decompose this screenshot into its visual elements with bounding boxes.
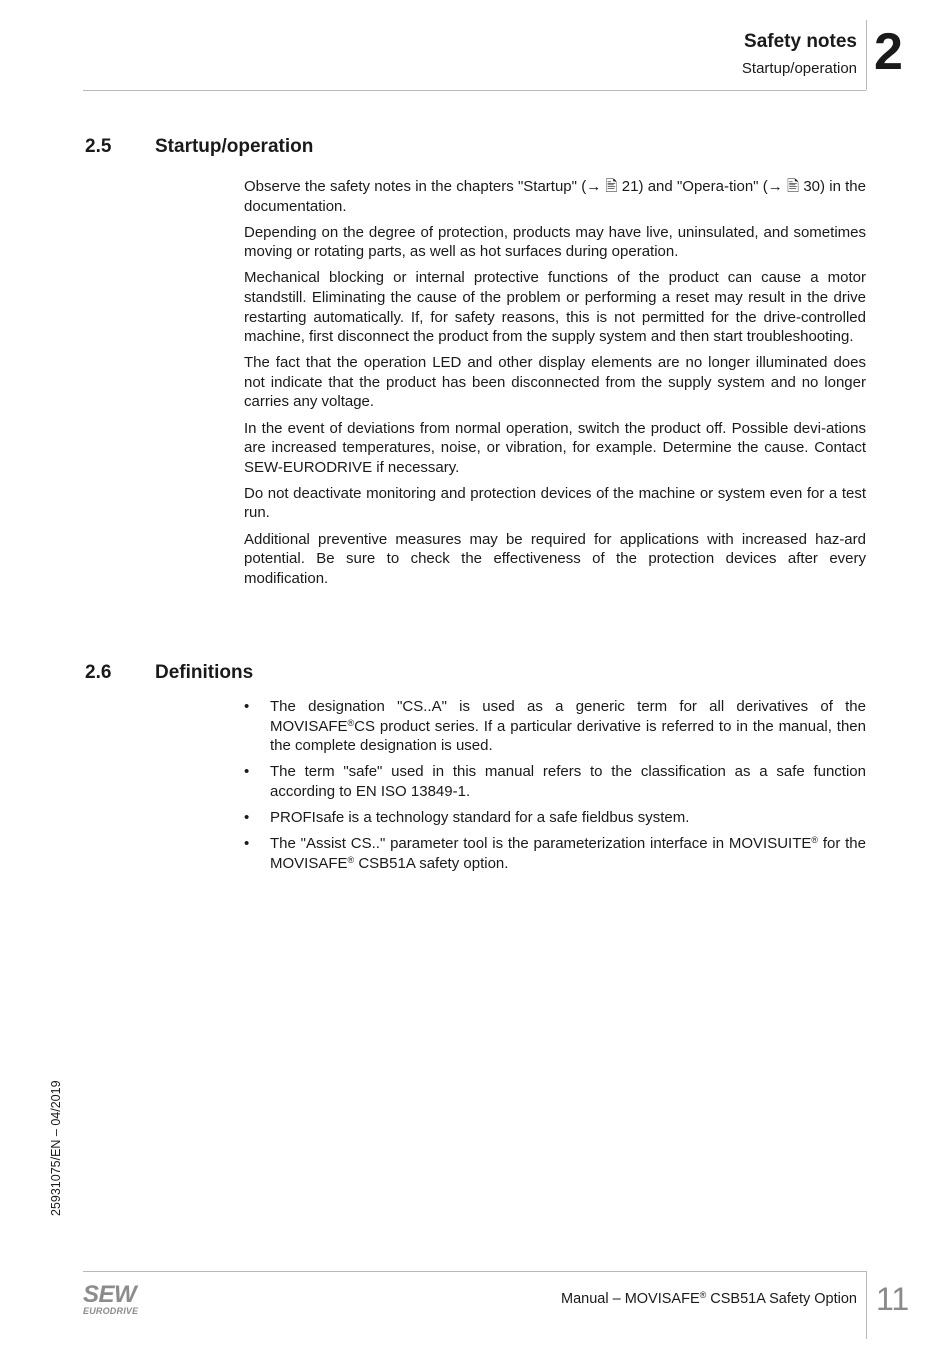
manual-title: Manual – MOVISAFE® CSB51A Safety Option	[561, 1290, 857, 1307]
list-item-text: The term "safe" used in this manual refers to the classification as a safe function according to EN ISO 13849-1.	[270, 763, 866, 800]
list-item-text: The "Assist CS.." parameter tool is the parameterization interface in MOVISUITE® for the MOVISAFE® CSB51A safety option.	[270, 835, 866, 872]
section-title-definitions: Definitions	[155, 662, 254, 683]
header-vertical-rule	[866, 20, 867, 90]
footer-rule	[83, 1271, 866, 1272]
sew-eurodrive-logo: SEW EURODRIVE	[83, 1281, 139, 1316]
chapter-title: Safety notes	[744, 31, 857, 52]
section-number-2-6: 2.6	[85, 662, 112, 683]
bullet-icon: •	[244, 698, 250, 715]
header-rule	[83, 90, 866, 91]
paragraph: The fact that the operation LED and other display elements are no longer illuminated does not indicate that the product has been disconnected from the supply system and no longer carries any voltage.	[244, 354, 866, 411]
section-number-2-5: 2.5	[85, 136, 112, 157]
section-running-title: Startup/operation	[741, 60, 857, 77]
chapter-number: 2	[874, 23, 903, 81]
list-item-text: PROFIsafe is a technology standard for a safe fieldbus system.	[270, 808, 690, 826]
paragraph: Mechanical blocking or internal protective functions of the product can cause a motor standstill. Eliminating the cause of the problem or performing a reset may result in the drive restarting automatically. If, for safety reasons, this is not permitted for the drive-controlled machine, first disconnect the product from the supply system and then start troubleshooting.	[244, 269, 866, 346]
paragraph: Do not deactivate monitoring and protection devices of the machine or system even for a test run.	[244, 484, 866, 522]
bullet-icon: •	[244, 835, 250, 853]
list-item	[244, 808, 866, 828]
paragraph: In the event of deviations from normal operation, switch the product off. Possible devi-ations are increased temperatures, noise, or vibration, for example. Determine the cause. Contact SEW-EURODRIVE if necessary.	[244, 419, 866, 476]
bullet-icon: •	[244, 808, 250, 826]
paragraph: Depending on the degree of protection, products may have live, uninsulated, and sometimes moving or rotating parts, as well as hot surfaces during operation.	[244, 223, 866, 261]
page-number: 11	[876, 1281, 910, 1317]
list-item	[244, 762, 866, 801]
list-item-text: The designation "CS..A" is used as a generic term for all derivatives of the MOVISAFE®CS product series. If a particular derivative is referred to in the manual, then the complete designation is used.	[270, 698, 866, 755]
paragraph: Additional preventive measures may be required for applications with increased haz-ard potential. Be sure to check the effectiveness of the protection devices after every modification.	[244, 530, 866, 587]
definitions-list	[244, 697, 866, 880]
list-item	[244, 834, 866, 873]
section-title-startup-operation: Startup/operation	[155, 136, 314, 157]
footer-vertical-rule	[866, 1271, 867, 1339]
paragraph: Observe the safety notes in the chapters "Startup" (→ 🖹 21) and "Opera-tion" (→ 🖹 30) in the documentation.	[244, 178, 866, 215]
section-2-5-body	[244, 177, 866, 595]
list-item	[244, 697, 866, 756]
bullet-icon: •	[244, 763, 250, 781]
document-id: 25931075/EN – 04/2019	[49, 1080, 63, 1216]
